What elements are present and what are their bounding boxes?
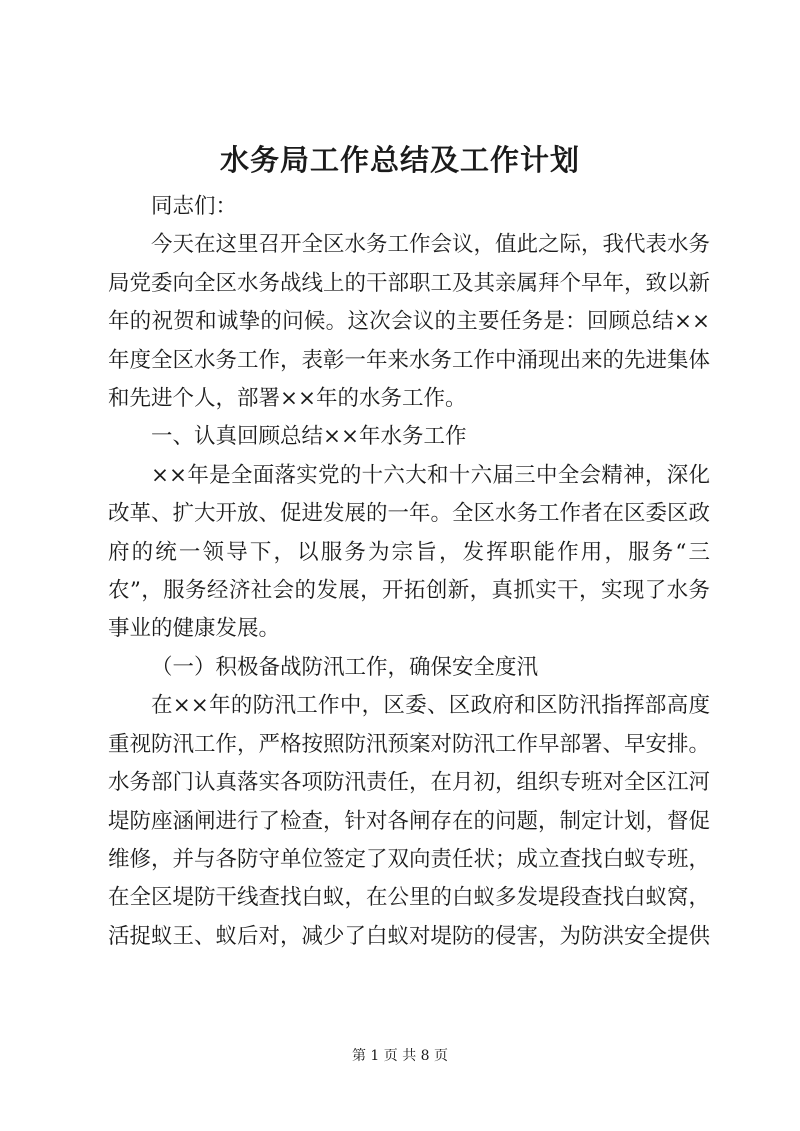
subsection-heading-1: （一）积极备战防汛工作，确保安全度汛 (151, 654, 539, 680)
document-body (108, 188, 710, 956)
document-title: 水务局工作总结及工作计划 (219, 143, 580, 177)
page-footer: 第 1 页 共 8 页 (351, 1048, 449, 1064)
section-1-paragraph: ××年是全面落实党的十六大和十六届三中全会精神，深化改革、扩大开放、促进发展的一年。全区水务工作者在区委区政府的统一领导下，以服务为宗旨，发挥职能作用，服务“三农”，服务经济社会的发展，开拓创新，真抓实干，实现了水务事业的健康发展。 (108, 462, 711, 642)
section-heading-1: 一、认真回顾总结××年水务工作 (151, 424, 467, 450)
subsection-1-paragraph: 在××年的防汛工作中，区委、区政府和区防汛指挥部高度重视防汛工作，严格按照防汛预案对防汛工作早部署、早安排。水务部门认真落实各项防汛责任，在月初，组织专班对全区江河堤防座涵闸进行了检查，针对各闸存在的问题，制定计划，督促维修，并与各防守单位签定了双向责任状；成立查找白蚁专班，在全区堤防干线查找白蚁，在公里的白蚁多发堤段查找白蚁窝，活捉蚁王、蚁后对，减少了白蚁对堤防的侵害，为防洪安全提供 (108, 693, 711, 949)
salutation: 同志们： (151, 194, 238, 219)
opening-paragraph: 今天在这里召开全区水务工作会议，值此之际，我代表水务局党委向全区水务战线上的干部职工及其亲属拜个早年，致以新年的祝贺和诚挚的问候。这次会议的主要任务是：回顾总结××年度全区水务工作，表彰一年来水务工作中涌现出来的先进集体和先进个人，部署××年的水务工作。 (108, 232, 711, 412)
